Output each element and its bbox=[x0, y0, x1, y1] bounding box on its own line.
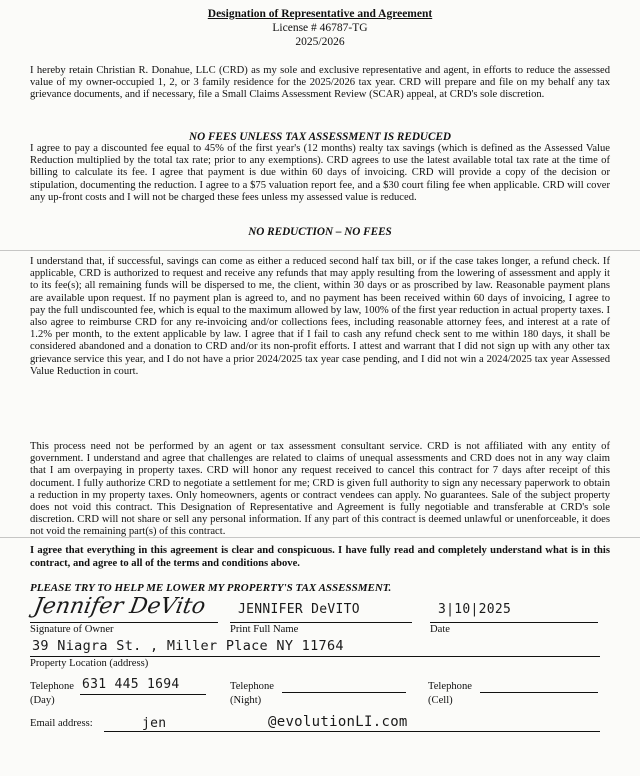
telephone-night-label: Telephone bbox=[230, 681, 274, 692]
fees-heading: NO FEES UNLESS TAX ASSESSMENT IS REDUCED bbox=[189, 131, 451, 143]
print-name-label: Print Full Name bbox=[230, 624, 299, 635]
signature-line bbox=[30, 622, 218, 623]
signature-label: Signature of Owner bbox=[30, 624, 114, 635]
phone-day-line bbox=[80, 694, 206, 695]
phone-cell-line[interactable] bbox=[480, 692, 598, 693]
date-label: Date bbox=[430, 624, 450, 635]
night-label: (Night) bbox=[230, 695, 262, 706]
refund-paragraph: I understand that, if successful, savings can come as either a reduced second half tax bill, or if the case takes longer, a refund check. If applicable, CRD is authorized to request and receive any refunds that may apply resulting from the lowering of assessment and apply it to its fee(s); all remaining funds will be dispersed to me, the client, within 30 days or as proscribed by law. Reasonable payment plans are available upon request. If no payment plan is agreed to, and no payment has been received within 60 days of invoicing, I agree to pay the full undiscounted fee, which is equal to the maximum allowed by law, 100% of the first year reduction in actual property taxes. I also agree to reimburse CRD for any re-invoicing and/or collections fees, including reasonable attorney fees, and interest at a rate of 1.2% per month, to the extent applicable by law. I agree that if I fail to cash any refund check sent to me within 180 days, it shall be considered abandoned and a donation to CRD and/or its non-profit efforts. I attest and warrant that I did not sign up with any other tax grievance service this year, and I do not have a prior 2024/2025 tax year case pending, and I did not win a 2024/2025 tax year Assessed Value Reduction in court. bbox=[30, 256, 610, 377]
property-address-field[interactable]: 39 Niagra St. , Miller Place NY 11764 bbox=[32, 638, 344, 654]
paper-fold bbox=[0, 537, 640, 538]
owner-signature[interactable]: Jennifer DeVito bbox=[31, 594, 208, 619]
tax-year: 2025/2026 bbox=[295, 36, 345, 48]
process-paragraph: This process need not be performed by an agent or tax assessment consultant service. CRD is not affiliated with any entity of government. I understand and agree that challenges are related to claims of unequal assessments and CRD does not in any way claim that I am overpaying in property taxes. CRD will honor any request received to cancel this contract for 7 days after receipt of this document. I fully authorize CRD to negotiate a settlement for me; CRD is given full authority to sign any necessary paperwork to obtain a reduction in my property taxes. Only homeowners, agents or contract vendees can apply. No guarantees. Sale of the subject property does not void this contract. This Designation of Representative and Agreement is fully negotiable and transferable at CRD's sole discretion. CRD will not share or sell any personal information. If any part of this contract is deemed unlawful or unenforceable, it does not void the remaining part(s) of this contract. bbox=[30, 441, 610, 538]
date-line bbox=[430, 622, 598, 623]
fees-paragraph: I agree to pay a discounted fee equal to 45% of the first year's (12 months) realty tax savings (which is defined as the Assessed Value Reduction multiplied by the total tax rate; prior to any exemptions). CRD agrees to use the latest available total tax rate at the time of billing to calculate its fee. I agree that payment is due within 60 days of invoicing. CRD will provide a copy of the decision or stipulation, documenting the reduction. I agree to a $75 valuation report fee, and a $30 court filing fee when applicable. CRD will cover any up-front costs and I will not be charged these fees unless my assessed value is reduced. bbox=[30, 143, 610, 203]
email-label: Email address: bbox=[30, 718, 93, 729]
email-domain-field[interactable]: @evolutionLI.com bbox=[268, 714, 408, 730]
phone-day-field[interactable]: 631 445 1694 bbox=[82, 677, 180, 692]
retain-paragraph: I hereby retain Christian R. Donahue, LLC (CRD) as my sole and exclusive representative and agent, in efforts to reduce the assessed value of my owner-occupied 1, 2, or 3 family residence for the 2025/2026 tax year. CRD will prepare and file on my behalf any tax grievance documents, and if necessary, file a Small Claims Assessment Review (SCAR) appeal, at CRD's sole discretion. bbox=[30, 65, 610, 101]
plea-text: PLEASE TRY TO HELP ME LOWER MY PROPERTY'S TAX ASSESSMENT. bbox=[30, 582, 392, 594]
paper-fold bbox=[0, 250, 640, 251]
print-name-line bbox=[230, 622, 412, 623]
cell-label: (Cell) bbox=[428, 695, 453, 706]
date-field[interactable]: 3|10|2025 bbox=[438, 602, 512, 617]
no-reduction-heading: NO REDUCTION – NO FEES bbox=[248, 226, 392, 238]
telephone-day-label: Telephone bbox=[30, 681, 74, 692]
phone-night-line[interactable] bbox=[282, 692, 406, 693]
document-title: Designation of Representative and Agreement bbox=[207, 8, 433, 20]
day-label: (Day) bbox=[30, 695, 55, 706]
address-line bbox=[30, 656, 600, 657]
email-line bbox=[104, 731, 600, 732]
print-name-field[interactable]: JENNIFER DeVITO bbox=[238, 602, 360, 617]
address-label: Property Location (address) bbox=[30, 658, 149, 669]
license-number: License # 46787-TG bbox=[272, 22, 368, 34]
email-user-field[interactable]: jen bbox=[142, 716, 167, 731]
telephone-cell-label: Telephone bbox=[428, 681, 472, 692]
agreement-statement: I agree that everything in this agreement is clear and conspicuous. I have fully read and completely understand what is in this contract, and agree to all of the terms and conditions above. bbox=[30, 545, 610, 569]
